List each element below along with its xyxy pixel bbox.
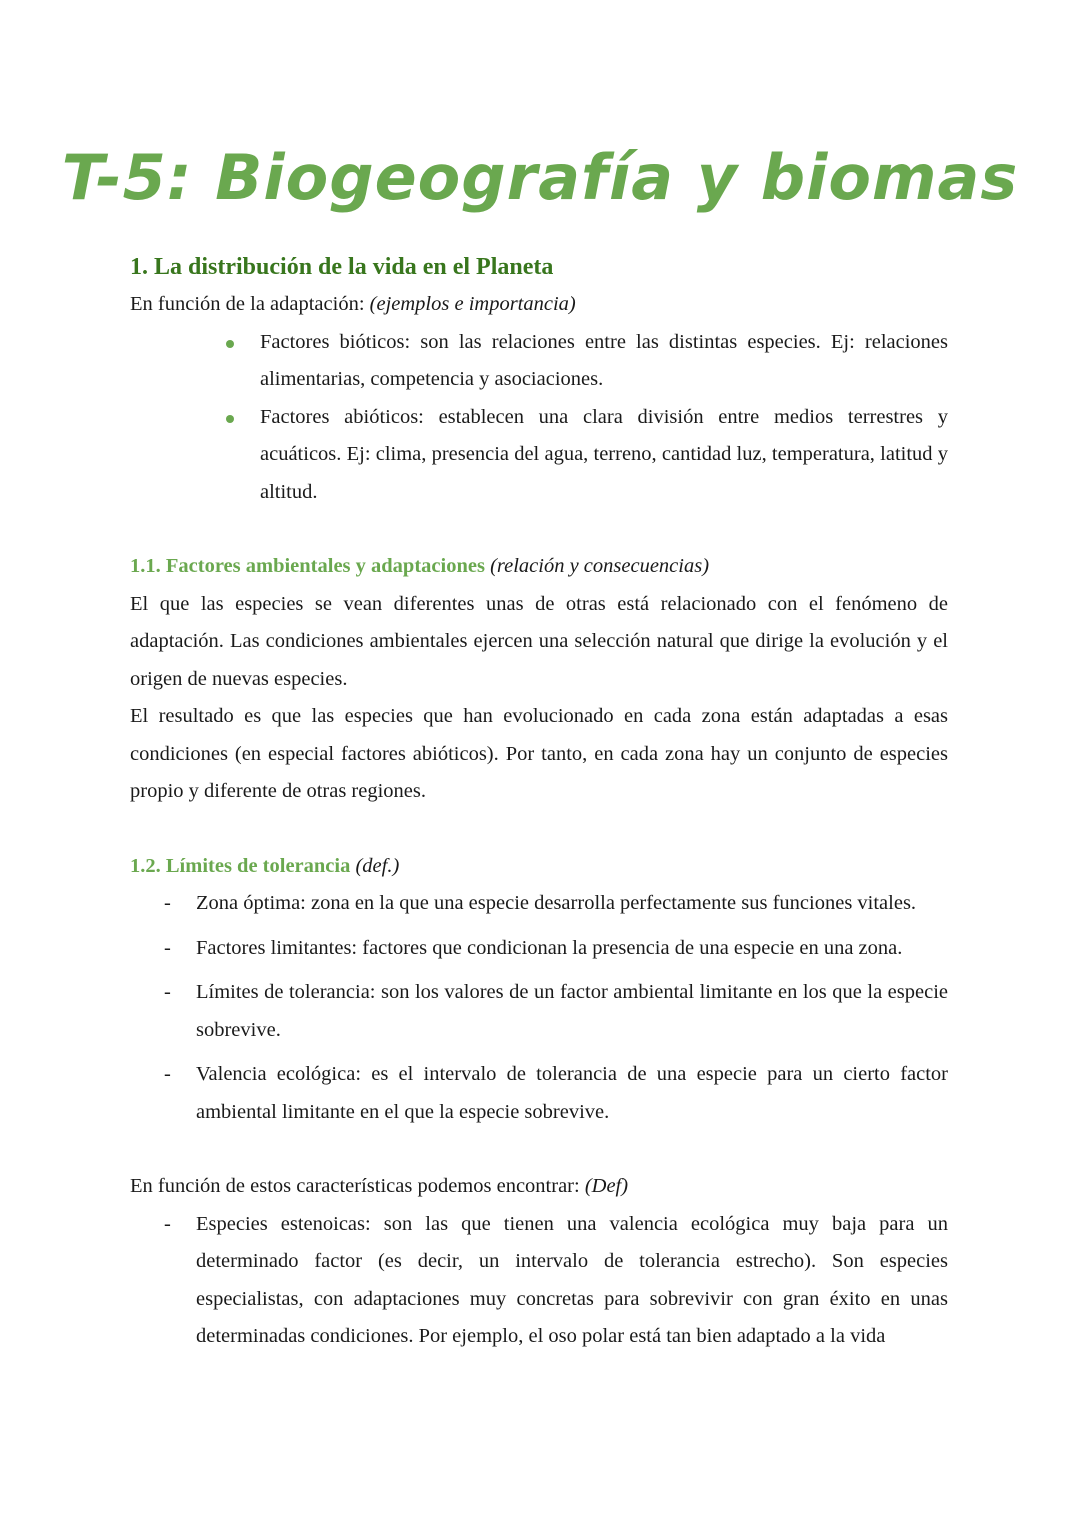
- section-1-intro-note: (ejemplos e importancia): [369, 293, 576, 315]
- list-item: [164, 1056, 948, 1131]
- dash-icon: -: [164, 1063, 171, 1085]
- species-types-intro-text: En función de estos características podemos encontrar:: [130, 1175, 580, 1197]
- dash-icon: -: [164, 981, 171, 1003]
- section-1-1-paragraph: El resultado es que las especies que han evolucionado en cada zona están adaptadas a esas condiciones (en especial factores abióticos). Por tanto, en cada zona hay un conjunto de especies propio y diferente de otras regiones.: [130, 705, 948, 802]
- section-1-2-heading-line: [130, 848, 948, 886]
- spacer: [130, 811, 948, 848]
- list-item-text: Especies estenoicas: son las que tienen una valencia ecológica muy baja para un determinado factor (es decir, un intervalo de tolerancia estrecho). Son especies especialistas, con adaptaciones muy concretas para sobrevivir con gran éxito en unas determinadas condiciones. Por ejemplo, el oso polar está tan bien adaptado a la vida: [196, 1212, 948, 1347]
- section-1-heading: 1. La distribución de la vida en el Planeta: [130, 254, 554, 280]
- list-item: [164, 885, 948, 923]
- species-types-intro: [130, 1168, 948, 1206]
- dash-icon: -: [164, 1212, 171, 1235]
- list-item: [164, 1206, 948, 1356]
- section-1-1-note: (relación y consecuencias): [490, 555, 710, 577]
- list-item: [260, 324, 948, 399]
- species-types-intro-note: (Def): [584, 1175, 629, 1197]
- section-1-intro: [130, 286, 948, 324]
- spacer: [130, 1138, 948, 1168]
- list-item-text: Límites de tolerancia: son los valores de un factor ambiental limitante en los que la especie sobrevive.: [196, 981, 948, 1041]
- spacer: [130, 511, 948, 548]
- list-item: [164, 974, 948, 1049]
- section-1-2-note: (def.): [355, 854, 400, 877]
- dash-icon: -: [164, 936, 171, 959]
- section-1-2-heading: 1.2. Límites de tolerancia: [130, 854, 351, 877]
- document-body: [130, 250, 948, 1363]
- page-title: T-5: Biogeografía y biomas: [61, 141, 1019, 214]
- bullet-icon: [226, 415, 234, 423]
- list-item: [260, 399, 948, 512]
- section-1-1-heading: 1.1. Factores ambientales y adaptaciones: [130, 555, 485, 577]
- section-1-intro-text: En función de la adaptación:: [130, 293, 365, 315]
- section-1-2-dash-list: [130, 885, 948, 1131]
- list-item-text: Factores limitantes: factores que condicionan la presencia de una especie en una zona.: [196, 936, 903, 959]
- species-types-dash-list: [130, 1206, 948, 1356]
- bullet-text: Factores bióticos: son las relaciones entre las distintas especies. Ej: relaciones alimentarias, competencia y asociaciones.: [260, 330, 948, 390]
- bullet-text: Factores abióticos: establecen una clara división entre medios terrestres y acuáticos. Ej: clima, presencia del agua, terreno, cantidad luz, temperatura, latitud y altitud.: [260, 405, 948, 503]
- section-1-1-heading-line: [130, 548, 948, 586]
- dash-icon: -: [164, 892, 171, 914]
- list-item: [164, 930, 948, 968]
- list-item-text: Valencia ecológica: es el intervalo de tolerancia de una especie para un cierto factor ambiental limitante en el que la especie sobrevive.: [196, 1063, 948, 1123]
- bullet-icon: [226, 340, 234, 348]
- section-1-1-paragraph: El que las especies se vean diferentes unas de otras está relacionado con el fenómeno de adaptación. Las condiciones ambientales ejercen una selección natural que dirige la evolución y el origen de nuevas especies.: [130, 592, 948, 690]
- list-item-text: Zona óptima: zona en la que una especie desarrolla perfectamente sus funciones vitales.: [196, 892, 917, 914]
- section-1-bullet-list: [130, 324, 948, 512]
